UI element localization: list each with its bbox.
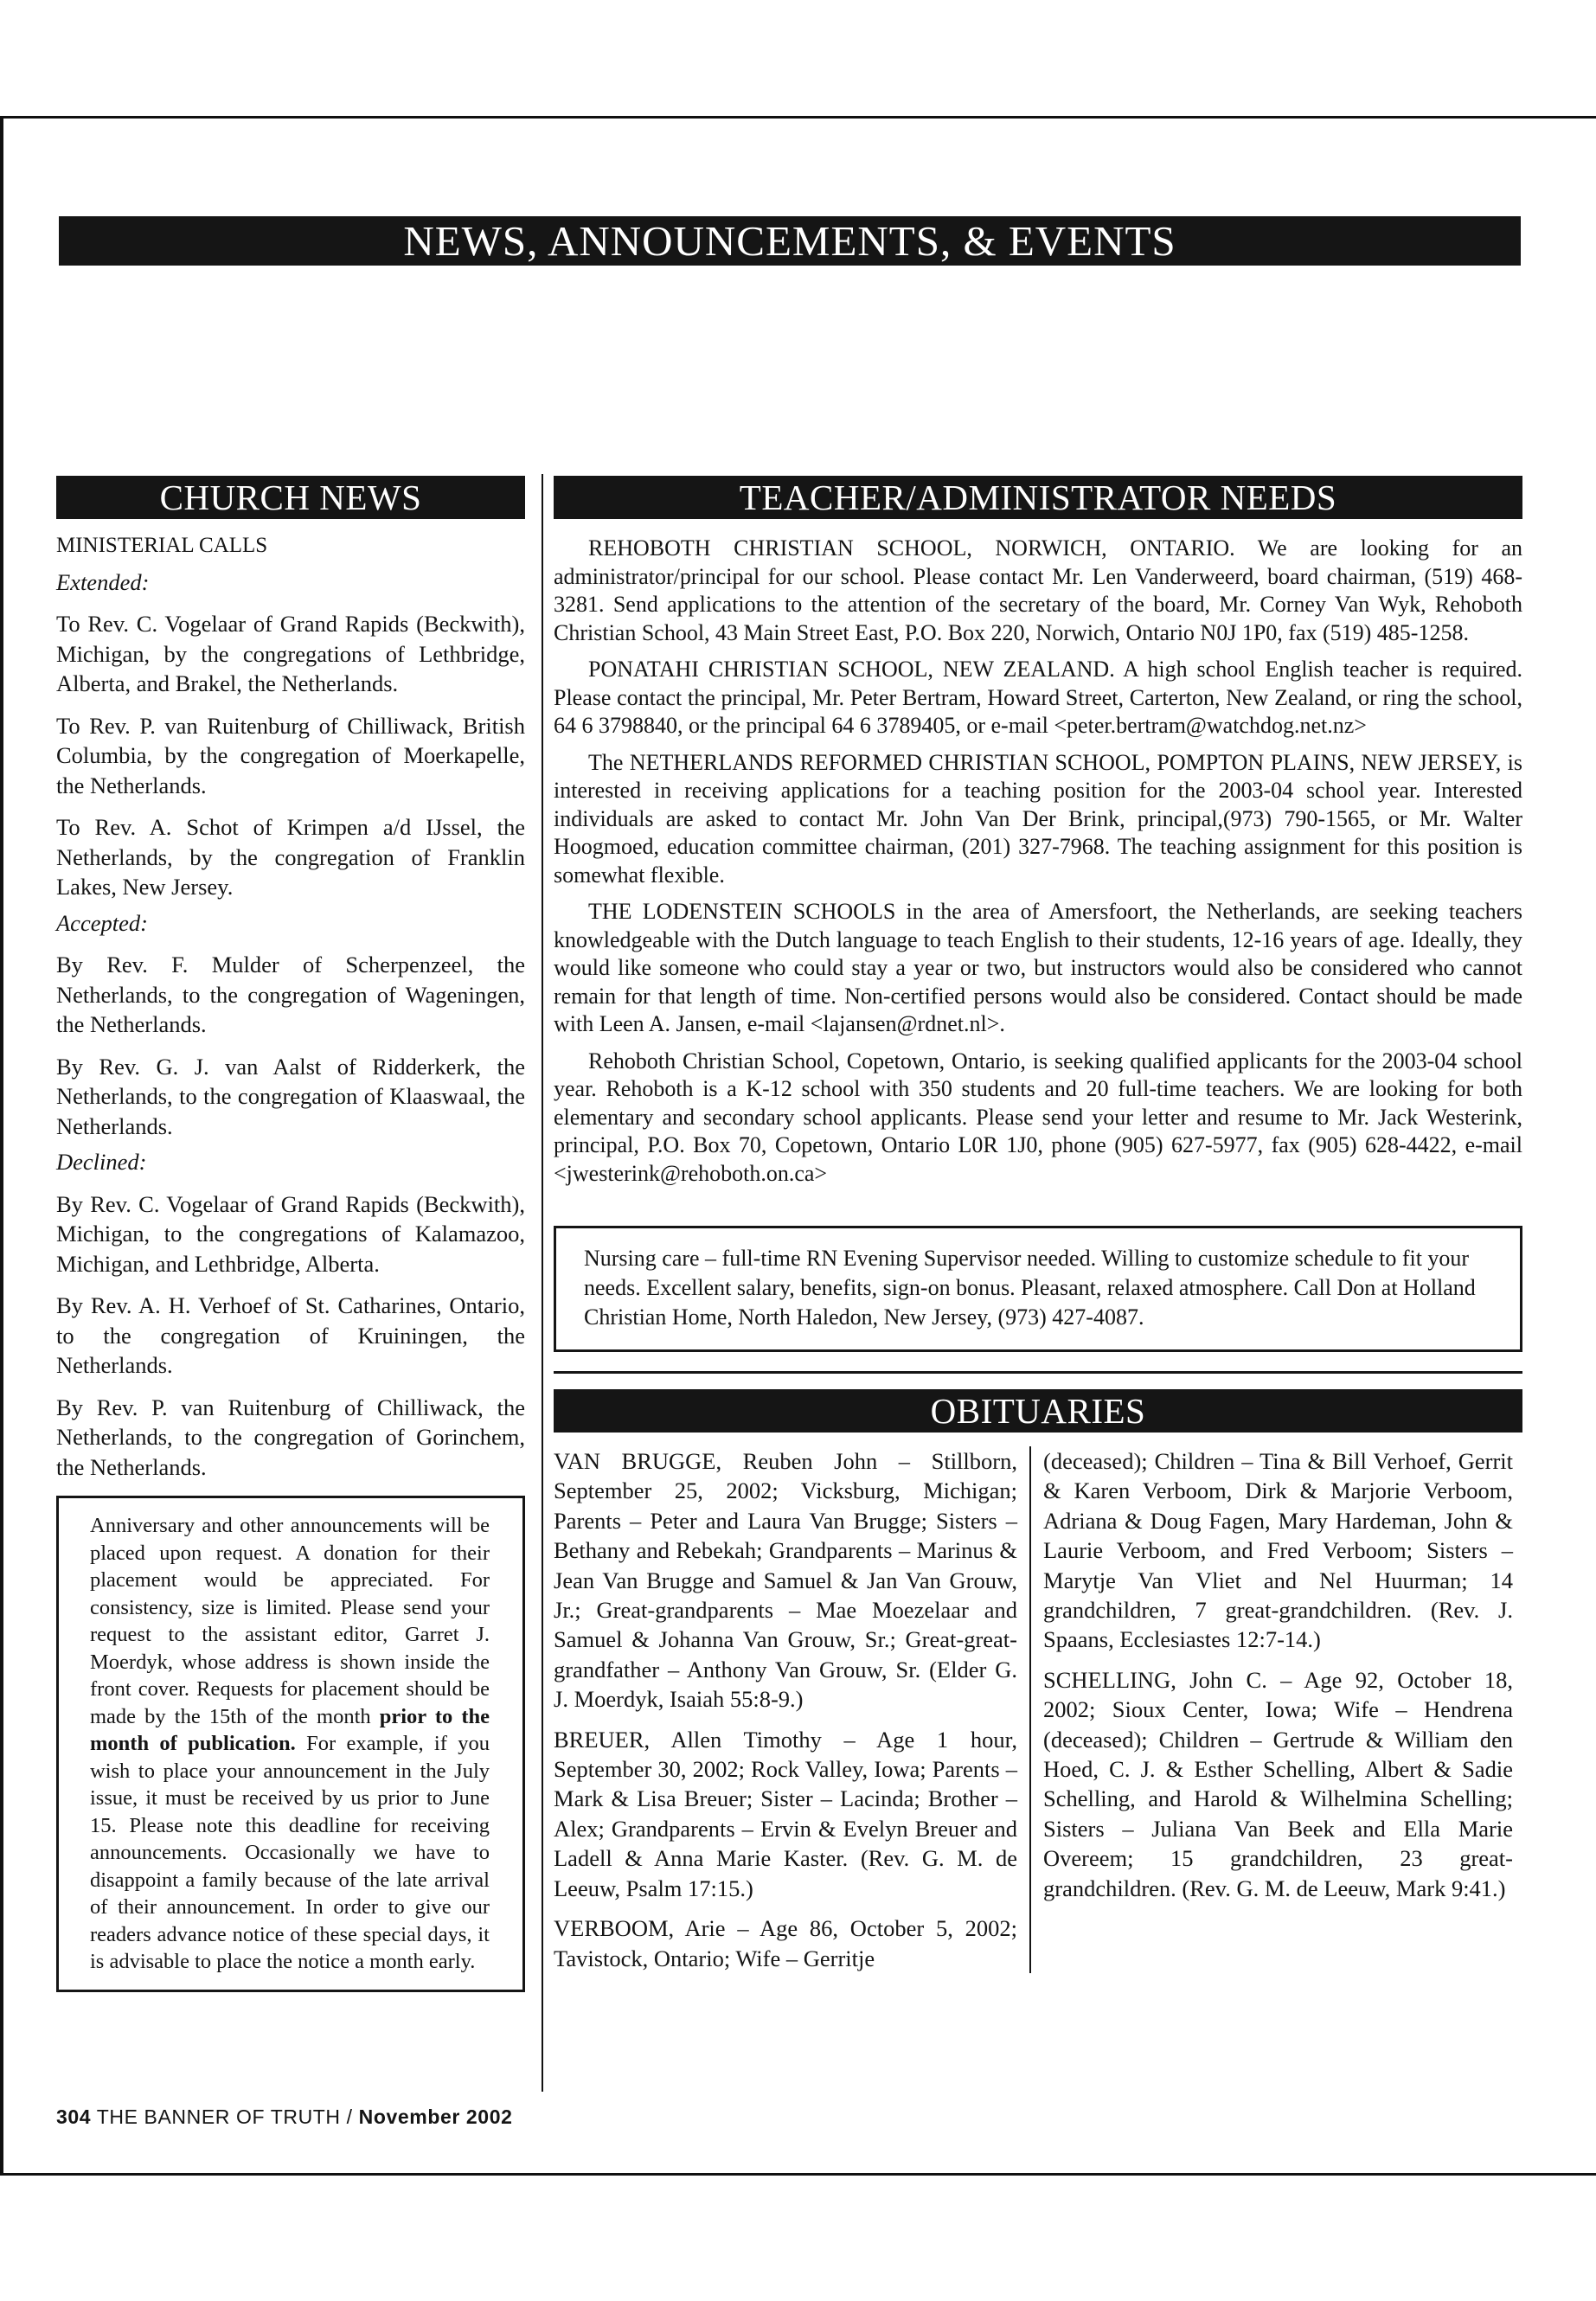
- teacher-ad: PONATAHI CHRISTIAN SCHOOL, NEW ZEALAND. A high school English teacher is required. Please contact the principal, Mr. Peter Bertram, Howard Street, Carterton, New Zealand, or ring the school, 64 6 3798840, or the principal 64 6 3789405, or e-mail <peter.bertram@watchdog.net.nz>: [554, 657, 1522, 738]
- page-title: NEWS, ANNOUNCEMENTS, & EVENTS: [59, 216, 1521, 266]
- footer-separator: /: [346, 2106, 353, 2128]
- obituaries-column-1: [554, 1446, 1029, 1973]
- publication-name: THE BANNER OF TRUTH: [96, 2106, 341, 2128]
- obituary-entry: SCHELLING, John C. – Age 92, October 18, 2002; Sioux Center, Iowa; Wife – Hendrena (deceased); Children – Gertrude & William den Hoed, C. J. & Esther Schelling, Albert & Sadie Schelling, and Harold & Wilhelmina Schelling; Sisters – Juliana Van Beek and Ella Marie Overeem; 15 grandchildren, 23 great-grandchildren. (Rev. G. M. de Leeuw, Mark 9:41.): [1043, 1666, 1513, 1901]
- obituary-entry: BREUER, Allen Timothy – Age 1 hour, September 30, 2002; Rock Valley, Iowa; Parents – Mark & Lisa Breuer; Sister – Lacinda; Brother – Alex; Grandparents – Ervin & Evelyn Breuer and Ladell & Anna Marie Kaster. (Rev. G. M. de Leeuw, Psalm 17:15.): [554, 1726, 1017, 1901]
- obituary-entry: VAN BRUGGE, Reuben John – Stillborn, September 25, 2002; Vicksburg, Michigan; Parents – Peter and Laura Van Brugge; Sisters – Bethany and Rebekah; Grandparents – Marinus & Jean Van Brugge and Samuel & Jan Van Grouw, Jr.; Great-grandparents – Mae Moezelaar and Samuel & Johanna Van Grouw, Sr.; Great-great-grandfather – Anthony Van Grouw, Sr. (Elder G. J. Moerdyk, Isaiah 55:8-9.): [554, 1448, 1017, 1713]
- top-rule: [0, 116, 1596, 119]
- teacher-ad: The NETHERLANDS REFORMED CHRISTIAN SCHOOL, POMPTON PLAINS, NEW JERSEY, is interested in receiving applications for a teaching position for the 2003-04 school year. Interested individuals are asked to contact Mr. John Van Der Brink, principal,(973) 790-1565, or Mr. Walter Hoogmoed, education committee chairman, (201) 327-7968. The teaching assignment for this position is somewhat flexible.: [554, 749, 1522, 888]
- accepted-call: By Rev. G. J. van Aalst of Ridderkerk, the Netherlands, to the congregation of Klaaswaal, the Netherlands.: [56, 1053, 525, 1139]
- page-number: 304: [56, 2106, 92, 2128]
- column-divider: [542, 474, 543, 2092]
- teacher-ad: REHOBOTH CHRISTIAN SCHOOL, NORWICH, ONTARIO. We are looking for an administrator/principal for our school. Please contact Mr. Len Vanderweerd, board chairman, (519) 468-3281. Send applications to the attention of the secretary of the board, Mr. Corney Van Wyk, Rehoboth Christian School, 43 Main Street East, P.O. Box 220, Norwich, Ontario N0J 1P0, fax (519) 485-1258.: [554, 535, 1522, 645]
- ministerial-calls-heading: MINISTERIAL CALLS: [56, 534, 268, 557]
- deadline-emphasis: prior to the month of publication.: [90, 1704, 490, 1755]
- obituaries-heading: OBITUARIES: [554, 1389, 1522, 1433]
- extended-call: To Rev. C. Vogelaar of Grand Rapids (Beckwith), Michigan, by the congregations of Lethbridge, Alberta, and Brakel, the Netherlands.: [56, 611, 525, 696]
- obituary-entry: VERBOOM, Arie – Age 86, October 5, 2002; Tavistock, Ontario; Wife – Gerritje: [554, 1915, 1017, 1971]
- left-edge-rule: [0, 116, 3, 2175]
- declined-label: Declined:: [56, 1149, 147, 1175]
- issue-date: November 2002: [358, 2106, 513, 2128]
- teacher-ad: Rehoboth Christian School, Copetown, Ontario, is seeking qualified applicants for the 2003-04 school year. Rehoboth is a K-12 school with 350 students and 20 full-time teachers. We are looking for both elementary and secondary school applicants. Please send your letter and resume to Mr. Jack Westerink, principal, P.O. Box 70, Copetown, Ontario L0R 1J0, phone (905) 627-5977, fax (905) 628-4422, e-mail <jwesterink@rehoboth.on.ca>: [554, 1048, 1522, 1186]
- church-news-heading: CHURCH NEWS: [56, 476, 525, 519]
- declined-call: By Rev. P. van Ruitenburg of Chilliwack, the Netherlands, to the congregation of Gorinchem, the Netherlands.: [56, 1394, 525, 1480]
- obituaries-body: [554, 1446, 1522, 1973]
- obituary-entry: (deceased); Children – Tina & Bill Verhoef, Gerrit & Karen Verboom, Dirk & Marjorie Verboom, Adriana & Doug Fagen, Mary Hardeman, John & Laurie Verboom, and Fred Verboom; Sisters – Marytje Van Vliet and Nel Huurman; 14 grandchildren, 7 great-grandchildren. (Rev. J. Spaans, Ecclesiastes 12:7-14.): [1043, 1448, 1513, 1653]
- section-rule: [554, 1352, 1522, 1374]
- extended-call: To Rev. A. Schot of Krimpen a/d IJssel, the Netherlands, by the congregation of Franklin Lakes, New Jersey.: [56, 814, 525, 900]
- accepted-label: Accepted:: [56, 909, 148, 936]
- announcement-policy-box: [56, 1496, 525, 1992]
- nursing-ad-text: Nursing care – full-time RN Evening Supervisor needed. Willing to customize schedule to fit your needs. Excellent salary, benefits, sign-on bonus. Pleasant, relaxed atmosphere. Call Don at Holland Christian Home, North Haledon, New Jersey, (973) 427-4087.: [584, 1246, 1476, 1330]
- teacher-ad: THE LODENSTEIN SCHOOLS in the area of Amersfoort, the Netherlands, are seeking teachers knowledgeable with the Dutch language to teach English to their students, 12-16 years of age. Ideally, they would like someone who could stay a year or two, but instructors would also be considered who cannot remain for that length of time. Non-certified persons would also be considered. Contact should be made with Leen A. Jansen, e-mail <lajansen@rdnet.nl>.: [554, 899, 1522, 1036]
- teacher-needs-body: [554, 535, 1522, 1188]
- accepted-call: By Rev. F. Mulder of Scherpenzeel, the Netherlands, to the congregation of Wageningen, the Netherlands.: [56, 952, 525, 1037]
- obituaries-column-2: [1029, 1446, 1513, 1973]
- extended-call: To Rev. P. van Ruitenburg of Chilliwack, British Columbia, by the congregation of Moerkapelle, the Netherlands.: [56, 712, 525, 798]
- declined-call: By Rev. C. Vogelaar of Grand Rapids (Beckwith), Michigan, to the congregations of Kalamazoo, Michigan, and Lethbridge, Alberta.: [56, 1190, 525, 1277]
- church-news-column: [56, 476, 525, 1992]
- bottom-rule: [0, 2173, 1596, 2176]
- nursing-ad-box: [554, 1226, 1522, 1352]
- page-footer: [56, 2106, 512, 2129]
- extended-label: Extended:: [56, 568, 150, 595]
- church-news-body: [56, 531, 525, 1482]
- declined-call: By Rev. A. H. Verhoef of St. Catharines, Ontario, to the congregation of Kruiningen, the Netherlands.: [56, 1292, 525, 1378]
- teacher-needs-heading: TEACHER/ADMINISTRATOR NEEDS: [554, 476, 1522, 519]
- right-column: [554, 476, 1522, 1973]
- announcement-policy-text: Anniversary and other announcements will be placed upon request. A donation for their placement would be appreciated. For consistency, size is limited. Please send your request to the assistant editor, Garret J. Moerdyk, whose address is shown inside the front cover. Requests for placement should be made by the 15th of the month prior to the month of publication. For example, if you wish to place your announcement in the July issue, it must be received by us prior to June 15. Please note this deadline for receiving announcements. Occasionally we have to disappoint a family because of the late arrival of their announcement. In order to give our readers advance notice of these special days, it is advisable to place the notice a month early.: [90, 1514, 490, 1973]
